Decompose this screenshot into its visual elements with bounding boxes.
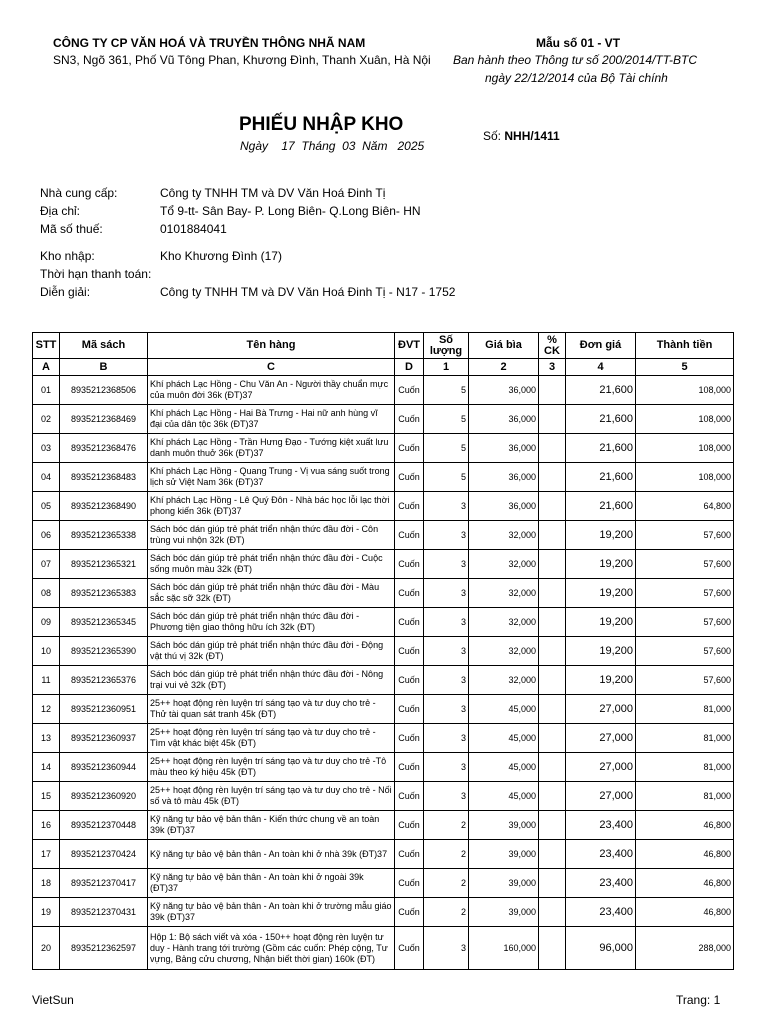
row-unit-price: 19,200 (566, 550, 636, 579)
row-qty: 3 (424, 550, 469, 579)
table-row (33, 927, 734, 970)
row-qty: 3 (424, 753, 469, 782)
table-row (33, 550, 734, 579)
row-name: Khí phách Lạc Hồng - Quang Trung - Vị vua sáng suốt trong lịch sử Việt Nam 36k (ĐT)37 (148, 463, 395, 492)
row-stt: 19 (33, 898, 60, 927)
row-qty: 3 (424, 724, 469, 753)
row-qty: 3 (424, 695, 469, 724)
row-cover-price: 39,000 (469, 840, 539, 869)
row-name: Sách bóc dán giúp trẻ phát triển nhận thức đầu đời - Cuộc sống muôn màu 32k (ĐT) (148, 550, 395, 579)
row-unit: Cuốn (395, 927, 424, 970)
row-code: 8935212360937 (60, 724, 148, 753)
row-amount: 108,000 (636, 463, 734, 492)
row-discount (539, 376, 566, 405)
row-amount: 57,600 (636, 637, 734, 666)
table-row (33, 376, 734, 405)
table-body (33, 376, 734, 970)
header-disc-line2: CK (544, 344, 560, 357)
row-name: Hộp 1: Bộ sách viết và xóa - 150++ hoạt động rèn luyện tư duy - Hành trang tới trường (Gồm các cuốn: Phép cộng, Tư vựng, Bảng cửu chương, Nhận biết thời gian) 160k (ĐT) (148, 927, 395, 970)
row-unit-price: 21,600 (566, 405, 636, 434)
row-qty: 2 (424, 898, 469, 927)
row-amount: 46,800 (636, 811, 734, 840)
row-unit: Cuốn (395, 434, 424, 463)
company-name: CÔNG TY CP VĂN HOÁ VÀ TRUYỀN THÔNG NHÃ NAM (53, 36, 366, 50)
row-unit: Cuốn (395, 840, 424, 869)
circular-line-2: ngày 22/12/2014 của Bộ Tài chính (485, 71, 668, 85)
row-name: Sách bóc dán giúp trẻ phát triển nhận thức đầu đời - Phương tiện giao thông hữu ích 32k (ĐT) (148, 608, 395, 637)
items-table (32, 332, 734, 970)
row-cover-price: 160,000 (469, 927, 539, 970)
supplier-value: Công ty TNHH TM và DV Văn Hoá Đinh Tị (160, 186, 386, 200)
row-qty: 2 (424, 869, 469, 898)
month-value: 03 (342, 139, 356, 153)
table-row (33, 695, 734, 724)
row-code: 8935212370431 (60, 898, 148, 927)
year-label: Năm (362, 139, 388, 153)
table-row (33, 492, 734, 521)
row-qty: 3 (424, 666, 469, 695)
letter-cell: A (33, 359, 60, 376)
row-discount (539, 405, 566, 434)
row-code: 8935212365390 (60, 637, 148, 666)
row-name: Khí phách Lạc Hồng - Lê Quý Đôn - Nhà bác học lỗi lạc thời phong kiến 36k (ĐT)37 (148, 492, 395, 521)
row-stt: 06 (33, 521, 60, 550)
row-cover-price: 36,000 (469, 492, 539, 521)
table-row (33, 840, 734, 869)
row-stt: 10 (33, 637, 60, 666)
row-discount (539, 782, 566, 811)
row-name: Sách bóc dán giúp trẻ phát triển nhận thức đầu đời - Nông trại vui vẻ 32k (ĐT) (148, 666, 395, 695)
row-stt: 12 (33, 695, 60, 724)
row-unit: Cuốn (395, 405, 424, 434)
row-unit: Cuốn (395, 666, 424, 695)
header-qty (424, 333, 469, 359)
company-address: SN3, Ngõ 361, Phố Vũ Tông Phan, Khương Đình, Thanh Xuân, Hà Nội (53, 53, 431, 67)
row-qty: 5 (424, 405, 469, 434)
row-stt: 08 (33, 579, 60, 608)
circular-line-1: Ban hành theo Thông tư số 200/2014/TT-BTC (453, 53, 697, 67)
letter-cell: 5 (636, 359, 734, 376)
footer-software: VietSun (32, 993, 74, 1007)
row-amount: 81,000 (636, 753, 734, 782)
document-number (483, 129, 560, 143)
row-stt: 17 (33, 840, 60, 869)
header-unit: ĐVT (395, 333, 424, 359)
row-unit: Cuốn (395, 376, 424, 405)
row-code: 8935212370417 (60, 869, 148, 898)
row-discount (539, 840, 566, 869)
header-cover-price: Giá bìa (469, 333, 539, 359)
warehouse-value: Kho Khương Đình (17) (160, 249, 282, 263)
row-amount: 108,000 (636, 434, 734, 463)
row-code: 8935212368469 (60, 405, 148, 434)
row-cover-price: 36,000 (469, 434, 539, 463)
row-discount (539, 521, 566, 550)
row-unit: Cuốn (395, 695, 424, 724)
row-stt: 15 (33, 782, 60, 811)
row-name: Kỹ năng tự bảo vệ bản thân - Kiến thức chung về an toàn 39k (ĐT)37 (148, 811, 395, 840)
row-stt: 09 (33, 608, 60, 637)
address-value: Tổ 9-tt- Sân Bay- P. Long Biên- Q.Long Biên- HN (160, 204, 421, 218)
table-row (33, 724, 734, 753)
letter-cell: C (148, 359, 395, 376)
row-name: 25++ hoạt động rèn luyện trí sáng tạo và tư duy cho trẻ -Tô màu theo ký hiệu 45k (ĐT) (148, 753, 395, 782)
row-qty: 3 (424, 521, 469, 550)
letter-cell: 2 (469, 359, 539, 376)
row-code: 8935212362597 (60, 927, 148, 970)
row-unit-price: 21,600 (566, 492, 636, 521)
number-value: NHH/1411 (504, 129, 560, 143)
row-amount: 81,000 (636, 695, 734, 724)
warehouse-label: Kho nhập: (40, 249, 95, 263)
row-unit: Cuốn (395, 869, 424, 898)
row-stt: 13 (33, 724, 60, 753)
row-code: 8935212370448 (60, 811, 148, 840)
row-discount (539, 463, 566, 492)
table-row (33, 608, 734, 637)
row-cover-price: 32,000 (469, 579, 539, 608)
row-code: 8935212360920 (60, 782, 148, 811)
row-discount (539, 434, 566, 463)
row-cover-price: 32,000 (469, 550, 539, 579)
row-amount: 81,000 (636, 724, 734, 753)
table-row (33, 782, 734, 811)
letter-cell: D (395, 359, 424, 376)
form-number: Mẫu số 01 - VT (536, 36, 621, 50)
row-amount: 57,600 (636, 521, 734, 550)
row-unit: Cuốn (395, 898, 424, 927)
row-cover-price: 36,000 (469, 405, 539, 434)
letter-cell: B (60, 359, 148, 376)
row-discount (539, 869, 566, 898)
letter-cell: 3 (539, 359, 566, 376)
row-unit: Cuốn (395, 724, 424, 753)
row-qty: 3 (424, 927, 469, 970)
row-discount (539, 550, 566, 579)
row-discount (539, 579, 566, 608)
row-name: 25++ hoạt động rèn luyện trí sáng tạo và tư duy cho trẻ - Tìm vật khác biệt 45k (ĐT) (148, 724, 395, 753)
row-unit-price: 96,000 (566, 927, 636, 970)
row-unit: Cuốn (395, 550, 424, 579)
row-amount: 46,800 (636, 869, 734, 898)
header-disc-line1: % (547, 333, 557, 346)
row-discount (539, 724, 566, 753)
tax-label: Mã số thuế: (40, 222, 103, 236)
footer-page: Trang: 1 (676, 993, 721, 1007)
row-unit-price: 27,000 (566, 724, 636, 753)
row-cover-price: 32,000 (469, 666, 539, 695)
row-qty: 5 (424, 463, 469, 492)
tax-value: 0101884041 (160, 222, 227, 236)
row-amount: 64,800 (636, 492, 734, 521)
row-name: 25++ hoạt động rèn luyện trí sáng tạo và tư duy cho trẻ - Thử tài quan sát tranh 45k (ĐT) (148, 695, 395, 724)
row-name: Sách bóc dán giúp trẻ phát triển nhận thức đầu đời - Côn trùng vui nhộn 32k (ĐT) (148, 521, 395, 550)
row-unit: Cuốn (395, 579, 424, 608)
row-qty: 3 (424, 782, 469, 811)
row-unit: Cuốn (395, 521, 424, 550)
row-code: 8935212368490 (60, 492, 148, 521)
header-stt: STT (33, 333, 60, 359)
row-unit-price: 23,400 (566, 869, 636, 898)
row-cover-price: 39,000 (469, 869, 539, 898)
row-name: Khí phách Lạc Hồng - Hai Bà Trưng - Hai nữ anh hùng vĩ đại của dân tộc 36k (ĐT)37 (148, 405, 395, 434)
table-header-row (33, 333, 734, 359)
row-qty: 3 (424, 608, 469, 637)
day-value: 17 (281, 139, 295, 153)
month-label: Tháng (301, 139, 336, 153)
row-cover-price: 45,000 (469, 724, 539, 753)
row-qty: 3 (424, 579, 469, 608)
row-qty: 2 (424, 811, 469, 840)
row-unit-price: 19,200 (566, 666, 636, 695)
row-stt: 14 (33, 753, 60, 782)
row-cover-price: 45,000 (469, 695, 539, 724)
row-name: Sách bóc dán giúp trẻ phát triển nhận thức đầu đời - Màu sắc sặc sỡ 32k (ĐT) (148, 579, 395, 608)
row-stt: 01 (33, 376, 60, 405)
header-unit-price: Đơn giá (566, 333, 636, 359)
row-amount: 81,000 (636, 782, 734, 811)
row-discount (539, 811, 566, 840)
number-label: Số: (483, 129, 502, 143)
row-code: 8935212368506 (60, 376, 148, 405)
row-amount: 46,800 (636, 840, 734, 869)
row-name: Kỹ năng tự bảo vệ bản thân - An toàn khi ở ngoài 39k (ĐT)37 (148, 869, 395, 898)
row-amount: 46,800 (636, 898, 734, 927)
header-discount (539, 333, 566, 359)
row-cover-price: 36,000 (469, 376, 539, 405)
row-amount: 57,600 (636, 550, 734, 579)
row-discount (539, 753, 566, 782)
row-code: 8935212365345 (60, 608, 148, 637)
row-stt: 03 (33, 434, 60, 463)
row-amount: 57,600 (636, 608, 734, 637)
row-discount (539, 898, 566, 927)
row-unit-price: 19,200 (566, 637, 636, 666)
letter-cell: 4 (566, 359, 636, 376)
table-row (33, 521, 734, 550)
table-row (33, 637, 734, 666)
row-cover-price: 32,000 (469, 608, 539, 637)
row-cover-price: 39,000 (469, 811, 539, 840)
table-row (33, 811, 734, 840)
row-unit: Cuốn (395, 811, 424, 840)
table-row (33, 463, 734, 492)
row-name: Kỹ năng tự bảo vệ bản thân - An toàn khi ở trường mẫu giáo 39k (ĐT)37 (148, 898, 395, 927)
row-unit-price: 23,400 (566, 898, 636, 927)
row-unit-price: 27,000 (566, 753, 636, 782)
row-unit-price: 21,600 (566, 434, 636, 463)
row-discount (539, 666, 566, 695)
row-unit: Cuốn (395, 608, 424, 637)
row-amount: 288,000 (636, 927, 734, 970)
row-name: Khí phách Lạc Hồng - Trần Hưng Đạo - Tướng kiệt xuất lưu danh muôn thuở 36k (ĐT)37 (148, 434, 395, 463)
row-cover-price: 45,000 (469, 753, 539, 782)
row-code: 8935212360944 (60, 753, 148, 782)
row-cover-price: 32,000 (469, 637, 539, 666)
payment-term-label: Thời hạn thanh toán: (40, 267, 152, 281)
header-qty-line1: Số (438, 333, 454, 346)
table-row (33, 434, 734, 463)
row-code: 8935212370424 (60, 840, 148, 869)
row-cover-price: 45,000 (469, 782, 539, 811)
header-qty-line2: lượng (429, 344, 463, 357)
description-value: Công ty TNHH TM và DV Văn Hoá Đinh Tị - N17 - 1752 (160, 285, 456, 299)
letter-cell: 1 (424, 359, 469, 376)
header-name: Tên hàng (148, 333, 395, 359)
row-stt: 02 (33, 405, 60, 434)
row-qty: 5 (424, 376, 469, 405)
row-unit: Cuốn (395, 637, 424, 666)
row-unit: Cuốn (395, 463, 424, 492)
row-cover-price: 36,000 (469, 463, 539, 492)
row-stt: 11 (33, 666, 60, 695)
description-label: Diễn giải: (40, 285, 91, 299)
page-title: PHIẾU NHẬP KHO (239, 114, 404, 135)
row-stt: 05 (33, 492, 60, 521)
row-code: 8935212365383 (60, 579, 148, 608)
header-amount: Thành tiền (636, 333, 734, 359)
row-unit-price: 27,000 (566, 782, 636, 811)
row-code: 8935212365338 (60, 521, 148, 550)
row-qty: 3 (424, 637, 469, 666)
row-code: 8935212360951 (60, 695, 148, 724)
document-date (240, 139, 424, 153)
row-code: 8935212368483 (60, 463, 148, 492)
row-cover-price: 32,000 (469, 521, 539, 550)
row-name: 25++ hoạt động rèn luyện trí sáng tạo và tư duy cho trẻ - Nối số và tô màu 45k (ĐT) (148, 782, 395, 811)
table-row (33, 579, 734, 608)
row-discount (539, 492, 566, 521)
row-stt: 16 (33, 811, 60, 840)
row-discount (539, 608, 566, 637)
row-amount: 108,000 (636, 405, 734, 434)
row-code: 8935212368476 (60, 434, 148, 463)
row-unit-price: 23,400 (566, 840, 636, 869)
row-stt: 20 (33, 927, 60, 970)
row-unit-price: 21,600 (566, 376, 636, 405)
row-stt: 07 (33, 550, 60, 579)
row-code: 8935212365321 (60, 550, 148, 579)
row-unit: Cuốn (395, 492, 424, 521)
year-value: 2025 (397, 139, 425, 153)
row-name: Kỹ năng tự bảo vệ bản thân - An toàn khi ở nhà 39k (ĐT)37 (148, 840, 395, 869)
address-label: Địa chỉ: (40, 204, 81, 218)
row-cover-price: 39,000 (469, 898, 539, 927)
day-label: Ngày (240, 139, 269, 153)
row-qty: 2 (424, 840, 469, 869)
row-qty: 5 (424, 434, 469, 463)
row-code: 8935212365376 (60, 666, 148, 695)
row-discount (539, 637, 566, 666)
table-row (33, 753, 734, 782)
row-unit-price: 23,400 (566, 811, 636, 840)
row-unit-price: 19,200 (566, 521, 636, 550)
row-unit-price: 19,200 (566, 608, 636, 637)
row-amount: 57,600 (636, 579, 734, 608)
row-discount (539, 927, 566, 970)
row-discount (539, 695, 566, 724)
table-row (33, 898, 734, 927)
row-unit: Cuốn (395, 782, 424, 811)
table-letter-row (33, 359, 734, 376)
row-unit-price: 19,200 (566, 579, 636, 608)
row-stt: 18 (33, 869, 60, 898)
table-row (33, 405, 734, 434)
row-unit-price: 27,000 (566, 695, 636, 724)
table-row (33, 869, 734, 898)
row-name: Khí phách Lạc Hồng - Chu Văn An - Người thầy chuẩn mực của muôn đời 36k (ĐT)37 (148, 376, 395, 405)
row-qty: 3 (424, 492, 469, 521)
row-unit: Cuốn (395, 753, 424, 782)
row-unit-price: 21,600 (566, 463, 636, 492)
row-amount: 57,600 (636, 666, 734, 695)
row-name: Sách bóc dán giúp trẻ phát triển nhận thức đầu đời - Động vật thú vị 32k (ĐT) (148, 637, 395, 666)
table-row (33, 666, 734, 695)
row-amount: 108,000 (636, 376, 734, 405)
row-stt: 04 (33, 463, 60, 492)
supplier-label: Nhà cung cấp: (40, 186, 118, 200)
header-code: Mã sách (60, 333, 148, 359)
